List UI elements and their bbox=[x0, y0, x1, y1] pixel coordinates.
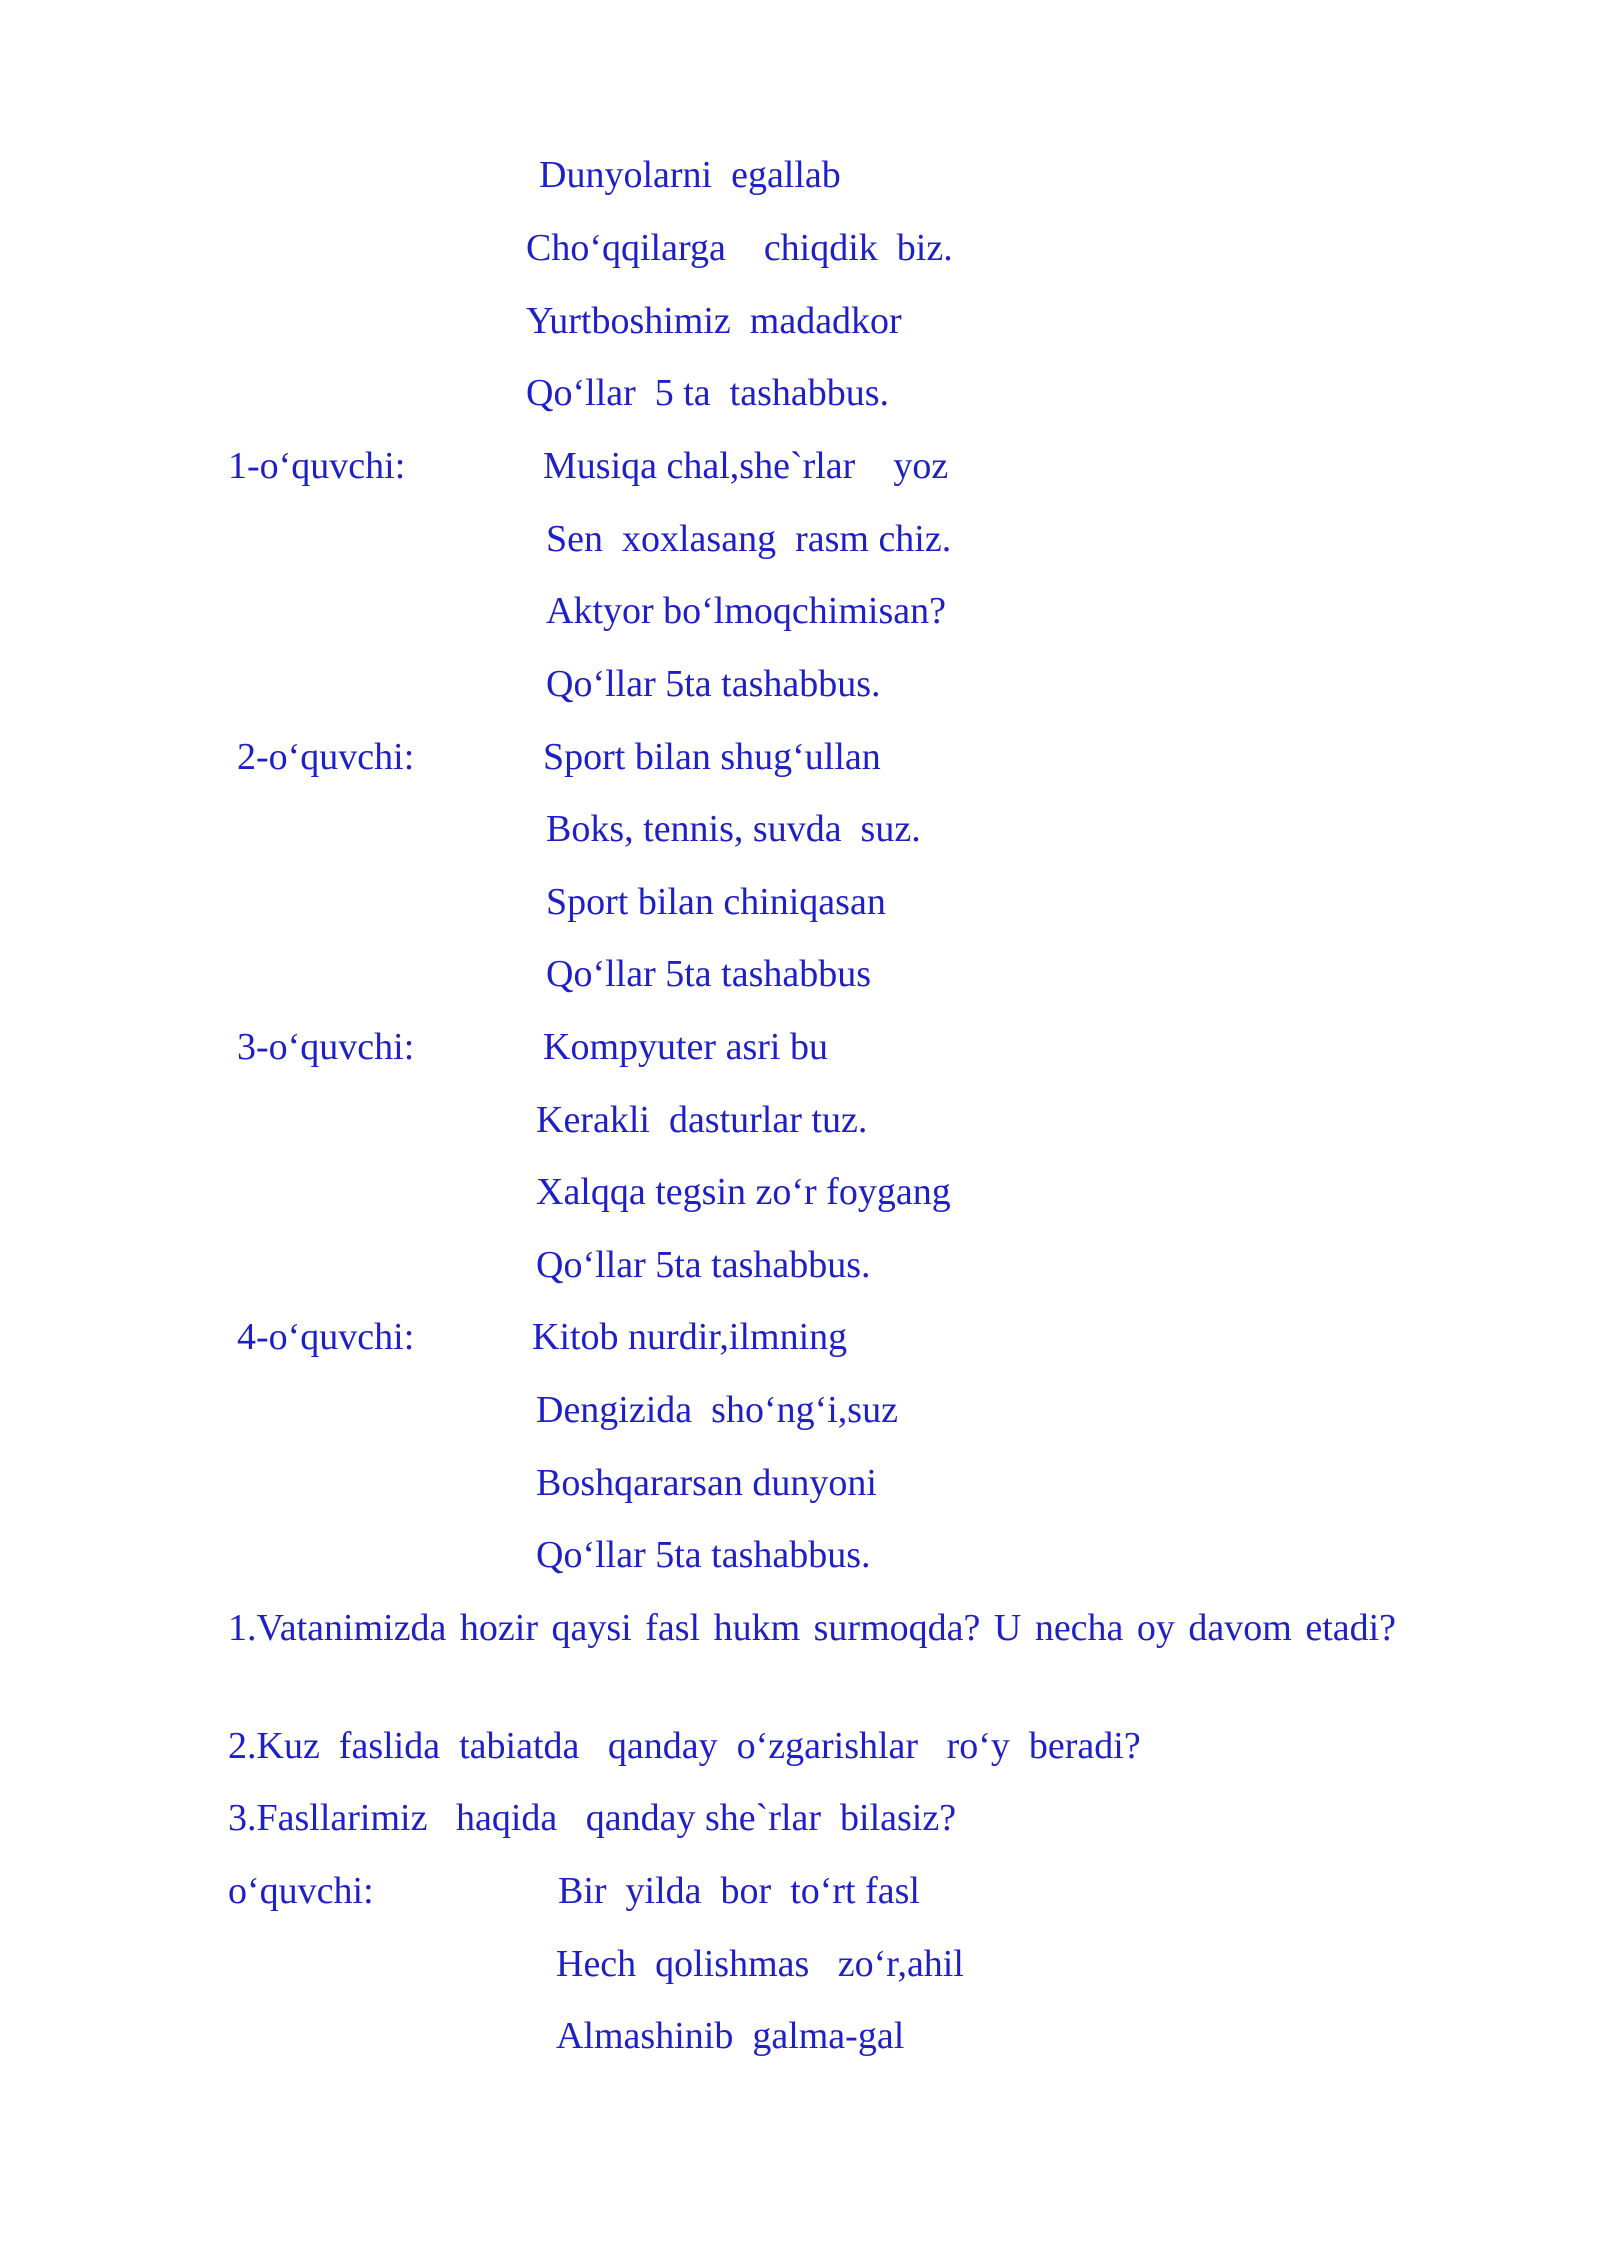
verse-line: Xalqqa tegsin zo‘r foygang bbox=[536, 1171, 951, 1213]
verse-line: Qo‘llar 5ta tashabbus. bbox=[546, 663, 881, 705]
speaker-label: 2-o‘quvchi: bbox=[237, 736, 415, 778]
verse-line: Almashinib galma-gal bbox=[556, 2015, 905, 2057]
verse-line: Kerakli dasturlar tuz. bbox=[536, 1099, 868, 1141]
speaker-label: 1-o‘quvchi: bbox=[228, 445, 406, 487]
verse-line: Sport bilan shug‘ullan bbox=[543, 736, 881, 778]
verse-line: Dengizida sho‘ng‘i,suz bbox=[536, 1389, 898, 1431]
question-2: 2.Kuz faslida tabiatda qanday o‘zgarishlar ro‘y beradi? bbox=[228, 1725, 1141, 1767]
verse-line: Hech qolishmas zo‘r,ahil bbox=[556, 1943, 964, 1985]
verse-line: Kitob nurdir,ilmning bbox=[532, 1316, 848, 1358]
speaker-label: o‘quvchi: bbox=[228, 1870, 374, 1912]
question-3: 3.Fasllarimiz haqida qanday she`rlar bilasiz? bbox=[228, 1797, 957, 1839]
verse-line: Yurtboshimiz madadkor bbox=[526, 300, 902, 342]
speaker-label: 4-o‘quvchi: bbox=[237, 1316, 415, 1358]
verse-line: Bir yilda bor to‘rt fasl bbox=[558, 1870, 920, 1912]
verse-line: Sport bilan chiniqasan bbox=[546, 881, 886, 923]
question-1: 1.Vatanimizda hozir qaysi fasl hukm surmoqda? U necha oy davom etadi? bbox=[228, 1607, 1397, 1649]
verse-line: Qo‘llar 5ta tashabbus. bbox=[536, 1244, 871, 1286]
verse-line: Qo‘llar 5ta tashabbus bbox=[546, 953, 872, 995]
speaker-label: 3-o‘quvchi: bbox=[237, 1026, 415, 1068]
verse-line: Musiqa chal,she`rlar yoz bbox=[543, 445, 949, 487]
verse-line: Qo‘llar 5 ta tashabbus. bbox=[526, 372, 890, 414]
verse-line: Kompyuter asri bu bbox=[543, 1026, 828, 1068]
verse-line: Qo‘llar 5ta tashabbus. bbox=[536, 1534, 871, 1576]
verse-line: Aktyor bo‘lmoqchimisan? bbox=[546, 590, 946, 632]
verse-line: Cho‘qqilarga chiqdik biz. bbox=[526, 227, 953, 269]
verse-line: Boshqararsan dunyoni bbox=[536, 1462, 877, 1504]
verse-line: Boks, tennis, suvda suz. bbox=[546, 808, 921, 850]
verse-line: Dunyolarni egallab bbox=[539, 154, 841, 196]
verse-line: Sen xoxlasang rasm chiz. bbox=[546, 518, 952, 560]
